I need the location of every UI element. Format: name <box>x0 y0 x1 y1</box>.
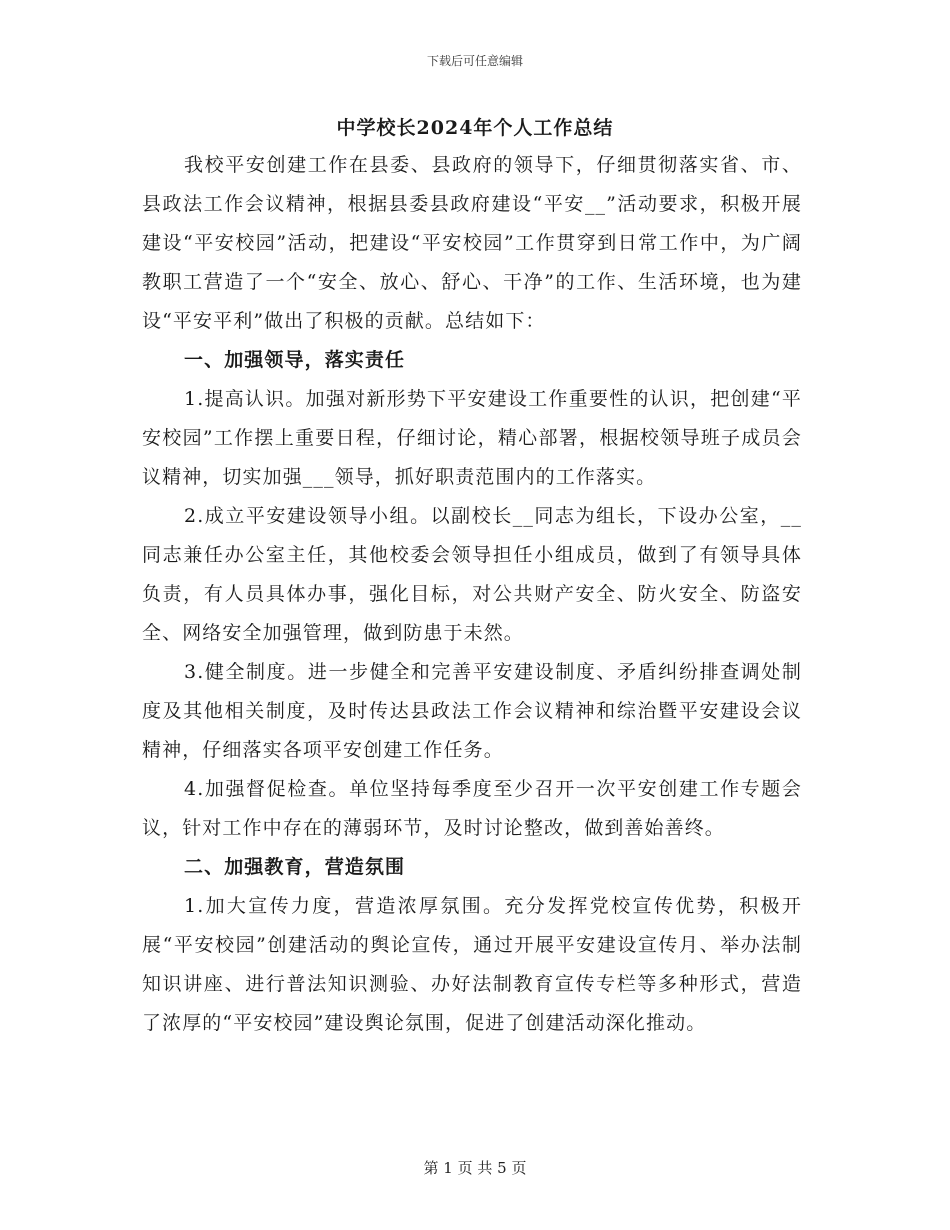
section-1-heading: 一、加强领导，落实责任 <box>184 349 406 371</box>
section-1-item-4: 4.加强督促检查。单位坚持每季度至少召开一次平安创建工作专题会议，针对工作中存在的薄弱环节，及时讨论整改，做到善始善终。 <box>142 778 802 839</box>
section-2-heading: 二、加强教育，营造氛围 <box>184 856 406 878</box>
section-1-item-1: 1.提高认识。加强对新形势下平安建设工作重要性的认识，把创建“平安校园”工作摆上重要日程，仔细讨论，精心部署，根据校领导班子成员会议精神，切实加强___领导，抓好职责范围内的工作落实。 <box>142 388 802 488</box>
page-footer: 第 1 页 共 5 页 <box>423 1159 527 1177</box>
section-1-item-2: 2.成立平安建设领导小组。以副校长__同志为组长，下设办公室，__同志兼任办公室主任，其他校委会领导担任小组成员，做到了有领导具体负责，有人员具体办事，强化目标，对公共财产安全、防火安全、防盗安全、网络安全加强管理，做到防患于未然。 <box>142 505 802 644</box>
intro-paragraph: 我校平安创建工作在县委、县政府的领导下，仔细贯彻落实省、市、县政法工作会议精神，根据县委县政府建设“平安__”活动要求，积极开展建设“平安校园”活动，把建设“平安校园”工作贯穿到日常工作中，为广阔教职工营造了一个“安全、放心、舒心、干净”的工作、生活环境，也为建设“平安平利”做出了积极的贡献。总结如下： <box>142 154 802 332</box>
section-2-item-1: 1.加大宣传力度，营造浓厚氛围。充分发挥党校宣传优势，积极开展“平安校园”创建活动的舆论宣传，通过开展平安建设宣传月、举办法制知识讲座、进行普法知识测验、办好法制教育宣传专栏等多种形式，营造了浓厚的“平安校园”建设舆论氛围，促进了创建活动深化推动。 <box>142 895 802 1034</box>
section-1-item-3: 3.健全制度。进一步健全和完善平安建设制度、矛盾纠纷排查调处制度及其他相关制度，及时传达县政法工作会议精神和综治暨平安建设会议精神，仔细落实各项平安创建工作任务。 <box>142 661 802 761</box>
document-body <box>142 146 802 1043</box>
document-title: 中学校长2024年个人工作总结 <box>336 117 614 139</box>
header-note: 下载后可任意编辑 <box>426 54 523 68</box>
